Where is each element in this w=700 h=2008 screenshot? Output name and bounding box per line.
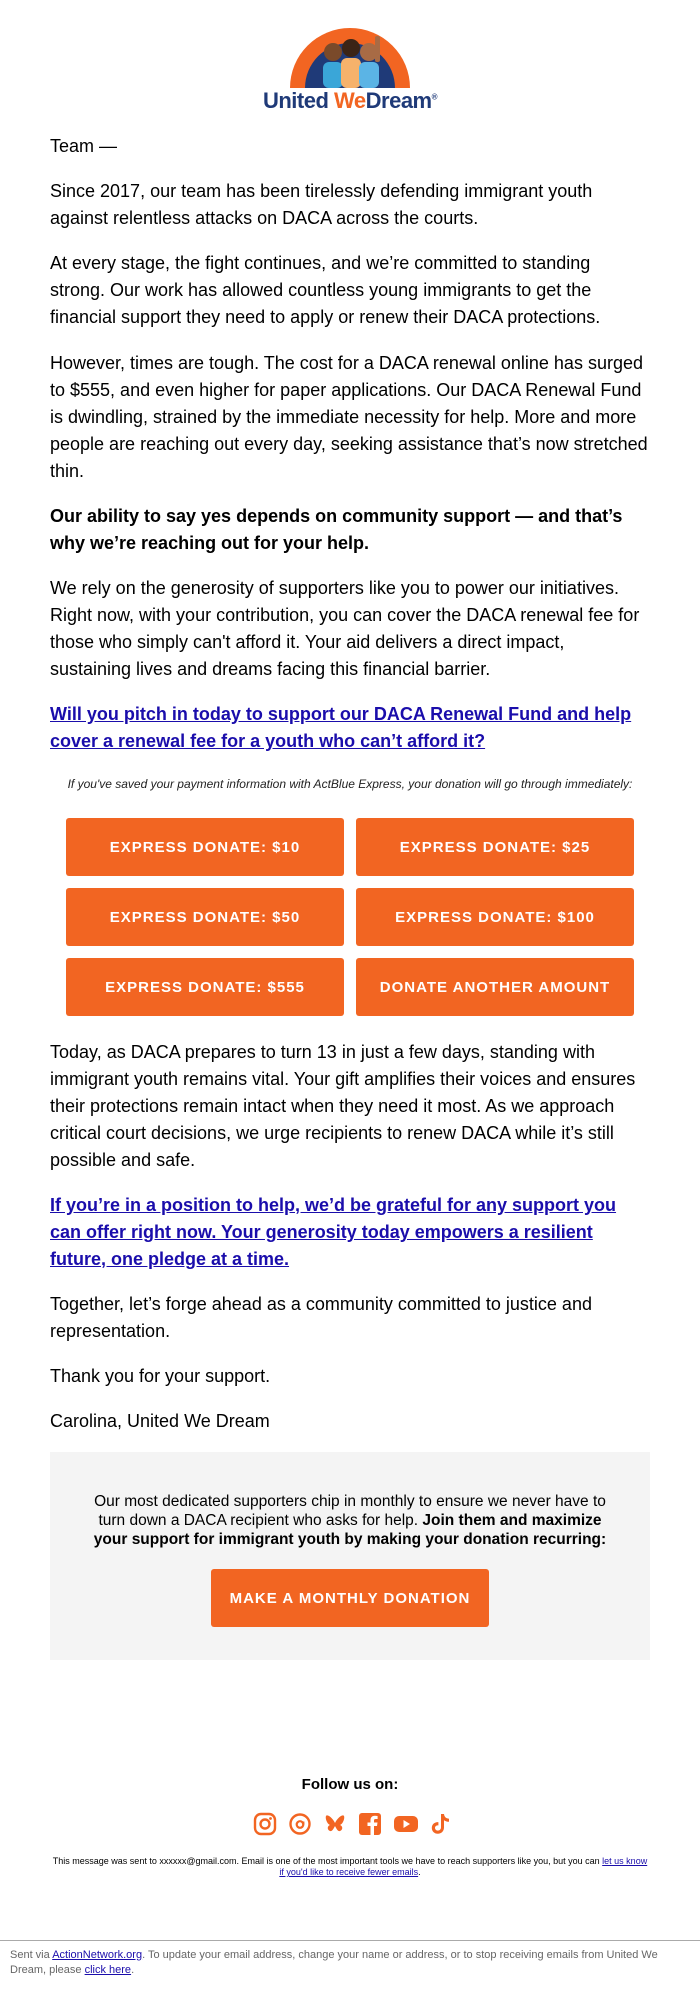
youtube-icon[interactable] xyxy=(393,1812,419,1838)
facebook-icon[interactable] xyxy=(358,1812,384,1838)
signature: Carolina, United We Dream xyxy=(50,1411,270,1431)
donate-link-1-wrap xyxy=(50,701,650,755)
paragraph-8: Thank you for your support. xyxy=(50,1366,271,1386)
monthly-donation-box xyxy=(50,1452,650,1660)
monthly-donation-text xyxy=(80,1492,620,1549)
footer-end: . xyxy=(131,1964,135,1976)
paragraph-4-bold: Our ability to say yes depends on community support — and that’s why we’re reaching out for your help. xyxy=(50,506,623,553)
bluesky-icon[interactable] xyxy=(323,1812,349,1838)
monthly-text-bold: Join them and maximize your support for immigrant youth by making your donation recurring: xyxy=(93,1512,607,1548)
paragraph-1: Since 2017, our team has been tirelessly defending immigrant youth against relentless attacks on DACA across the courts. xyxy=(50,181,593,228)
donate-another-amount-button[interactable]: DONATE ANOTHER AMOUNT xyxy=(356,958,634,1016)
paragraph-7: Together, let’s forge ahead as a community committed to justice and representation. xyxy=(50,1294,592,1341)
monthly-donation-button[interactable]: MAKE A MONTHLY DONATION xyxy=(211,1569,489,1627)
actionnetwork-link[interactable]: ActionNetwork.org xyxy=(52,1949,143,1961)
paragraph-6: Today, as DACA prepares to turn 13 in just a few days, standing with immigrant youth remains vital. Your gift amplifies their voices and ensures their protections remain intact when they need it most. As we approach critical court decisions, we urge recipients to renew DACA while it’s still possible and safe. xyxy=(50,1042,636,1170)
united-we-dream-logo[interactable] xyxy=(255,22,445,118)
express-donate-25-button[interactable]: EXPRESS DONATE: $25 xyxy=(356,818,634,876)
donate-link-2[interactable]: If you’re in a position to help, we’d be grateful for any support you can offer right now. Your generosity today empowers a resilient future, one pledge at a time. xyxy=(50,1195,617,1269)
greeting: Team — xyxy=(50,136,118,156)
logo-wordmark: United WeDream® xyxy=(262,88,438,113)
fewer-emails-link[interactable]: let us know if you'd like to receive fewer emails xyxy=(279,1856,648,1877)
paragraph-3: However, times are tough. The cost for a DACA renewal online has surged to $555, and even higher for paper applications. Our DACA Renewal Fund is dwindling, strained by the immediate necessity for help. More and more people are reaching out every day, seeking assistance that’s now stretched thin. xyxy=(50,353,648,481)
logo-illustration xyxy=(255,22,445,92)
footer-divider xyxy=(0,1940,700,1941)
express-donate-50-button[interactable]: EXPRESS DONATE: $50 xyxy=(66,888,344,946)
footer-notice xyxy=(10,1948,670,1978)
donate-link-1[interactable]: Will you pitch in today to support our DACA Renewal Fund and help cover a renewal fee for a youth who can’t afford it? xyxy=(50,704,632,751)
instagram-icon[interactable] xyxy=(253,1812,279,1838)
social-icons xyxy=(250,1812,450,1842)
footer-pre: Sent via xyxy=(10,1949,53,1961)
express-donate-10-button[interactable]: EXPRESS DONATE: $10 xyxy=(66,818,344,876)
paragraph-2: At every stage, the fight continues, and we’re committed to standing strong. Our work has allowed countless young immigrants to get the financial support they need to apply or renew their DACA protections. xyxy=(50,253,601,327)
footer-mid: . To update your email address, change your name or address, or to stop receiving emails from United We Dream, please xyxy=(10,1949,658,1976)
message-end: . xyxy=(418,1867,421,1877)
message-notice xyxy=(50,1856,650,1878)
express-donate-555-button[interactable]: EXPRESS DONATE: $555 xyxy=(66,958,344,1016)
express-donate-100-button[interactable]: EXPRESS DONATE: $100 xyxy=(356,888,634,946)
express-note: If you've saved your payment information with ActBlue Express, your donation will go through immediately: xyxy=(67,777,633,791)
monthly-text-regular: Our most dedicated supporters chip in monthly to ensure we never have to turn down a DACA recipient who asks for help. xyxy=(94,1493,606,1529)
paragraph-5: We rely on the generosity of supporters like you to power our initiatives. Right now, with your contribution, you can cover the DACA renewal fee for those who simply can't afford it. Your aid delivers a direct impact, sustaining lives and dreams facing this financial barrier. xyxy=(50,578,640,679)
click-here-link[interactable]: click here xyxy=(84,1964,132,1976)
threads-icon[interactable] xyxy=(288,1812,314,1838)
message-text: This message was sent to xxxxxx@gmail.com. Email is one of the most important tools we have to reach supporters like you, but you can xyxy=(52,1856,603,1866)
donate-link-2-wrap xyxy=(50,1192,650,1273)
follow-us-title: Follow us on: xyxy=(301,1776,399,1793)
tiktok-icon[interactable] xyxy=(428,1812,454,1838)
